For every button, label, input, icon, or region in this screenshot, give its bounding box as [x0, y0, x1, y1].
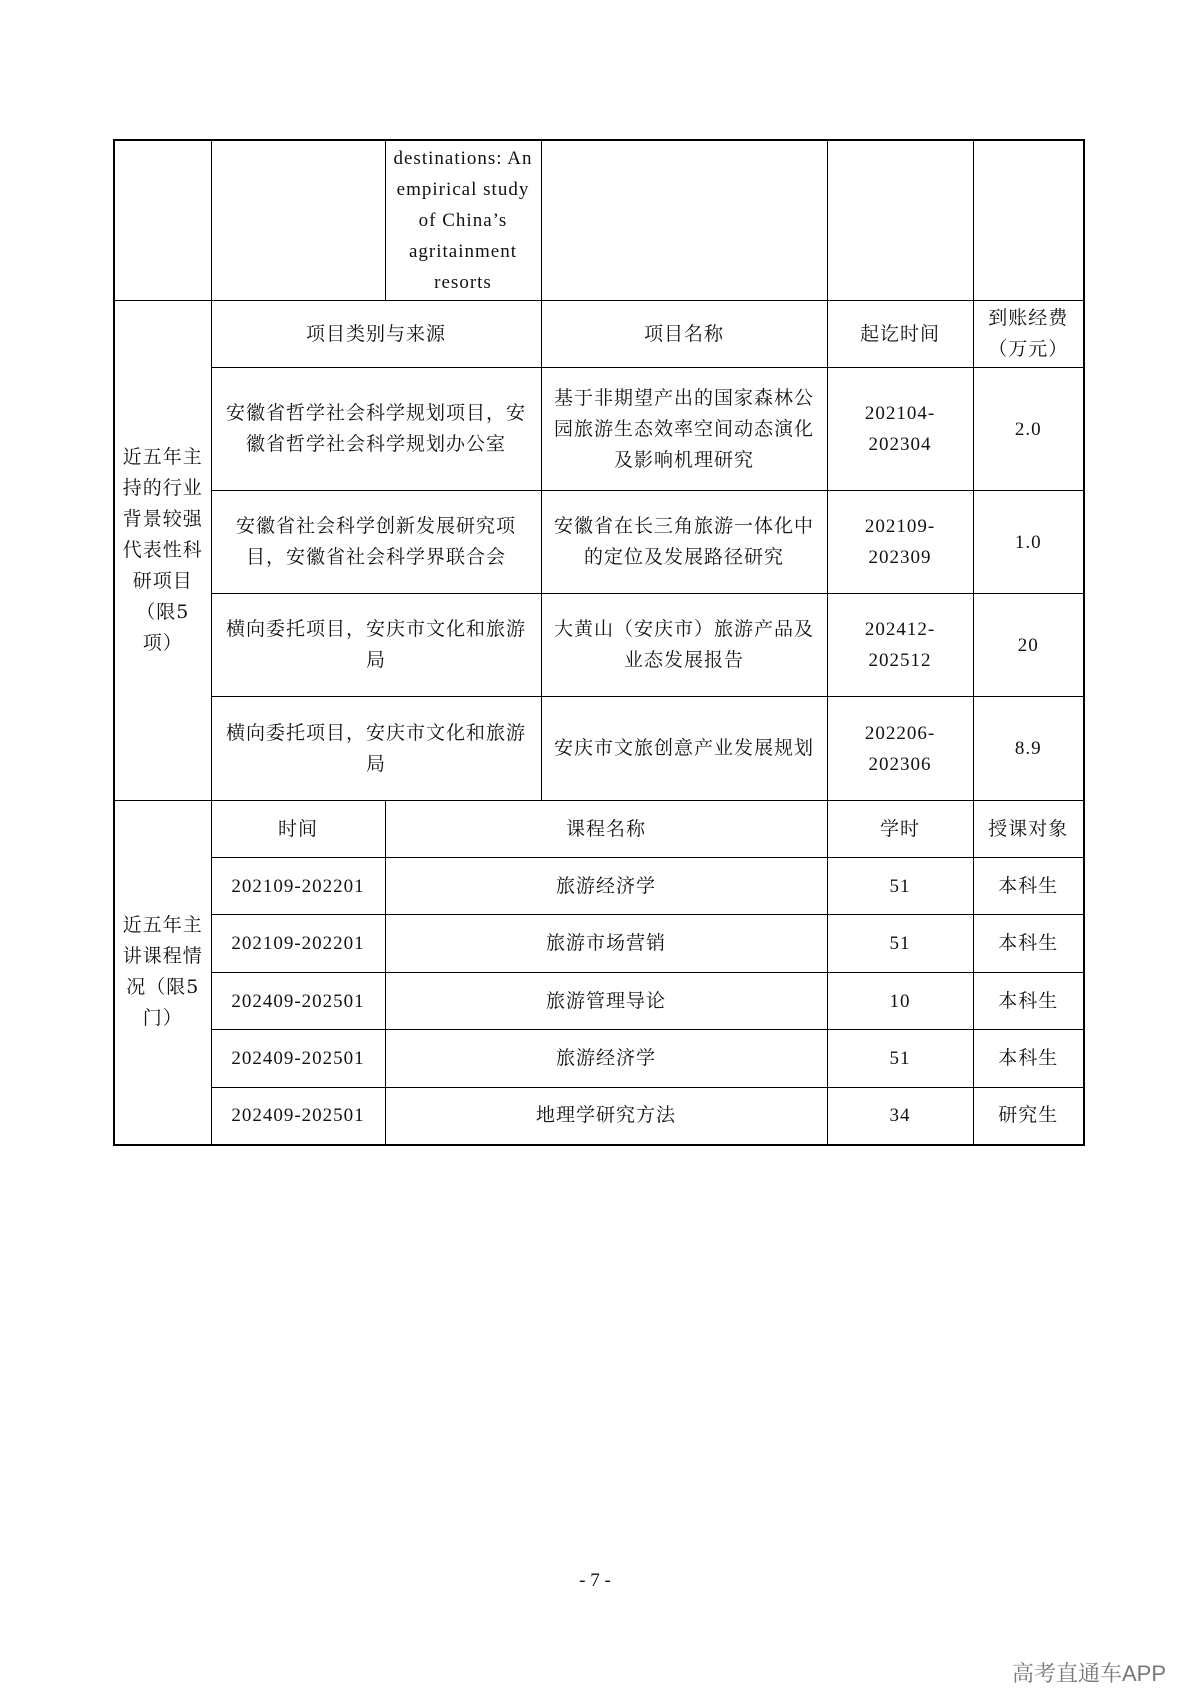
research-period: 202412-202512 — [827, 594, 973, 697]
course-hours: 51 — [827, 858, 973, 915]
course-hours: 10 — [827, 973, 973, 1030]
courses-header-time: 时间 — [211, 801, 385, 858]
research-header-period: 起讫时间 — [827, 301, 973, 368]
research-category: 横向委托项目，安庆市文化和旅游局 — [211, 594, 541, 697]
watermark: 高考直通车APP — [1011, 1661, 1166, 1686]
research-name: 安庆市文旅创意产业发展规划 — [541, 697, 827, 801]
course-hours: 51 — [827, 915, 973, 973]
course-row — [114, 915, 1084, 973]
course-name: 旅游管理导论 — [385, 973, 827, 1030]
research-category: 安徽省社会科学创新发展研究项目，安徽省社会科学界联合会 — [211, 491, 541, 594]
course-audience: 本科生 — [973, 973, 1084, 1030]
research-header-category: 项目类别与来源 — [211, 301, 541, 368]
course-name: 地理学研究方法 — [385, 1088, 827, 1145]
continued-empty-cell — [541, 140, 827, 301]
continued-empty-cell — [973, 140, 1084, 301]
research-name: 基于非期望产出的国家森林公园旅游生态效率空间动态演化及影响机理研究 — [541, 368, 827, 491]
course-time: 202409-202501 — [211, 973, 385, 1030]
course-time: 202409-202501 — [211, 1030, 385, 1088]
course-name: 旅游市场营销 — [385, 915, 827, 973]
courses-header-audience: 授课对象 — [973, 801, 1084, 858]
course-name: 旅游经济学 — [385, 858, 827, 915]
continued-empty-cell — [827, 140, 973, 301]
research-header-funding: 到账经费（万元） — [973, 301, 1084, 368]
course-name: 旅游经济学 — [385, 1030, 827, 1088]
page-number: - 7 - — [579, 1570, 611, 1591]
courses-section-label: 近五年主讲课程情况（限5门） — [114, 801, 211, 1145]
course-time: 202109-202201 — [211, 915, 385, 973]
research-name: 大黄山（安庆市）旅游产品及业态发展报告 — [541, 594, 827, 697]
research-header-name: 项目名称 — [541, 301, 827, 368]
course-row — [114, 858, 1084, 915]
courses-header-hours: 学时 — [827, 801, 973, 858]
continued-row — [114, 140, 1084, 301]
course-audience: 本科生 — [973, 858, 1084, 915]
research-period: 202206-202306 — [827, 697, 973, 801]
course-row — [114, 1088, 1084, 1145]
research-category: 安徽省哲学社会科学规划项目，安徽省哲学社会科学规划办公室 — [211, 368, 541, 491]
course-hours: 34 — [827, 1088, 973, 1145]
course-audience: 本科生 — [973, 915, 1084, 973]
continued-empty-cell — [114, 140, 211, 301]
research-category: 横向委托项目，安庆市文化和旅游局 — [211, 697, 541, 801]
research-funding: 2.0 — [973, 368, 1084, 491]
continued-empty-cell — [211, 140, 385, 301]
course-audience: 研究生 — [973, 1088, 1084, 1145]
courses-header-name: 课程名称 — [385, 801, 827, 858]
course-row — [114, 973, 1084, 1030]
research-row — [114, 697, 1084, 801]
research-period: 202109-202309 — [827, 491, 973, 594]
research-name: 安徽省在长三角旅游一体化中的定位及发展路径研究 — [541, 491, 827, 594]
course-audience: 本科生 — [973, 1030, 1084, 1088]
courses-header-row — [114, 801, 1084, 858]
research-funding: 1.0 — [973, 491, 1084, 594]
research-row — [114, 594, 1084, 697]
research-section-label: 近五年主持的行业背景较强代表性科研项目（限5项） — [114, 301, 211, 801]
research-funding: 20 — [973, 594, 1084, 697]
research-funding: 8.9 — [973, 697, 1084, 801]
research-period: 202104-202304 — [827, 368, 973, 491]
research-header-row — [114, 301, 1084, 368]
course-hours: 51 — [827, 1030, 973, 1088]
info-table — [113, 139, 1085, 1146]
research-row — [114, 491, 1084, 594]
course-time: 202109-202201 — [211, 858, 385, 915]
course-time: 202409-202501 — [211, 1088, 385, 1145]
continued-paper-title: destinations: An empirical study of China’s agritainment resorts — [385, 140, 541, 301]
research-row — [114, 368, 1084, 491]
course-row — [114, 1030, 1084, 1088]
